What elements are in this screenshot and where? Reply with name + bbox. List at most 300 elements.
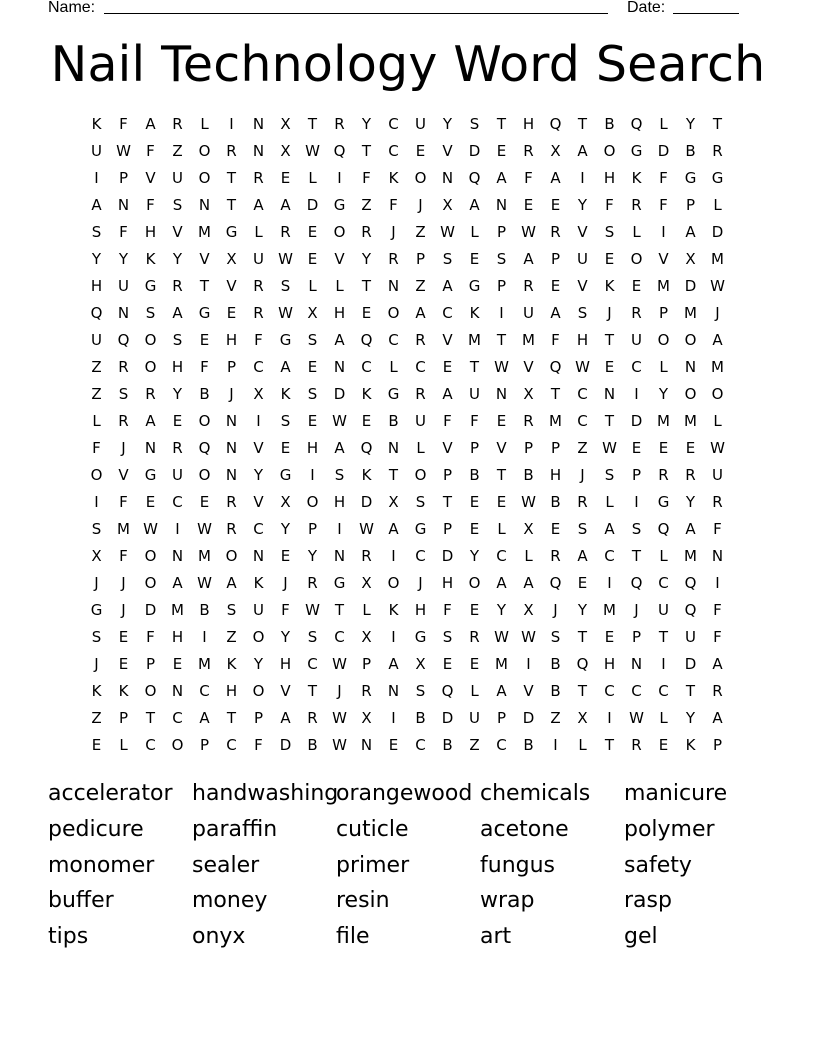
grid-letter: R — [685, 466, 696, 484]
grid-letter: V — [199, 250, 210, 268]
grid-letter: H — [306, 439, 319, 457]
grid-letter: Y — [577, 601, 588, 619]
grid-letter: O — [414, 169, 427, 187]
grid-letter: S — [280, 277, 291, 295]
grid-letter: M — [468, 331, 481, 349]
grid-letter: Z — [91, 358, 102, 376]
grid-letter: Q — [684, 574, 697, 592]
grid-letter: G — [684, 169, 697, 187]
grid-letter: Y — [307, 547, 318, 565]
grid-letter: F — [146, 628, 155, 646]
grid-letter: S — [442, 628, 453, 646]
grid-letter: O — [198, 412, 211, 430]
grid-letter: H — [171, 358, 184, 376]
word-bank-item: resin — [336, 888, 390, 914]
grid-letter: R — [388, 250, 399, 268]
grid-letter: J — [418, 574, 423, 592]
grid-letter: B — [388, 412, 399, 430]
grid-letter: M — [711, 358, 724, 376]
grid-letter: A — [685, 520, 696, 538]
grid-letter: L — [659, 709, 668, 727]
grid-letter: N — [684, 358, 697, 376]
word-bank-item: sealer — [192, 852, 260, 878]
grid-letter: A — [685, 223, 696, 241]
grid-letter: O — [144, 574, 157, 592]
grid-letter: V — [442, 331, 453, 349]
grid-letter: Y — [496, 601, 507, 619]
grid-letter: C — [604, 682, 615, 700]
grid-letter: N — [144, 439, 157, 457]
grid-letter: N — [387, 277, 400, 295]
grid-letter: R — [226, 142, 237, 160]
grid-letter: Y — [280, 628, 291, 646]
grid-letter: E — [496, 142, 507, 160]
grid-letter: E — [172, 655, 183, 673]
grid-letter: K — [361, 466, 372, 484]
grid-letter: M — [711, 250, 724, 268]
grid-letter: E — [199, 493, 210, 511]
grid-letter: Q — [549, 574, 562, 592]
word-bank-item: rasp — [624, 888, 672, 914]
grid-letter: J — [121, 601, 126, 619]
grid-letter: H — [549, 466, 562, 484]
grid-letter: J — [634, 601, 639, 619]
grid-letter: P — [442, 520, 453, 538]
grid-letter: S — [604, 223, 615, 241]
grid-letter: K — [145, 250, 156, 268]
grid-letter: L — [713, 412, 722, 430]
grid-letter: I — [580, 169, 585, 187]
grid-letter: K — [226, 655, 237, 673]
word-bank-item: gel — [624, 924, 658, 950]
grid-letter: C — [388, 331, 399, 349]
grid-letter: K — [91, 682, 102, 700]
grid-letter: R — [523, 412, 534, 430]
grid-letter: C — [442, 304, 453, 322]
grid-letter: T — [307, 682, 318, 700]
grid-letter: N — [630, 655, 643, 673]
grid-letter: U — [415, 412, 426, 430]
grid-letter: O — [468, 574, 481, 592]
grid-letter: S — [550, 628, 561, 646]
grid-letter: T — [604, 412, 615, 430]
grid-letter: A — [712, 709, 723, 727]
grid-letter: D — [711, 223, 724, 241]
grid-letter: S — [442, 250, 453, 268]
grid-letter: Y — [469, 547, 480, 565]
grid-letter: B — [550, 682, 561, 700]
grid-letter: Y — [577, 196, 588, 214]
grid-letter: E — [604, 358, 615, 376]
grid-letter: K — [469, 304, 480, 322]
grid-letter: C — [253, 358, 264, 376]
grid-letter: W — [305, 142, 320, 160]
grid-letter: S — [280, 412, 291, 430]
grid-letter: Q — [630, 574, 643, 592]
grid-letter: L — [92, 412, 101, 430]
grid-letter: L — [470, 682, 479, 700]
grid-letter: L — [659, 115, 668, 133]
grid-letter: Y — [685, 709, 696, 727]
grid-letter: Q — [198, 439, 211, 457]
grid-letter: T — [604, 736, 615, 754]
grid-letter: A — [415, 304, 426, 322]
grid-letter: H — [414, 601, 427, 619]
grid-letter: G — [468, 277, 481, 295]
grid-letter: Y — [685, 115, 696, 133]
grid-letter: V — [658, 250, 669, 268]
grid-letter: L — [254, 223, 263, 241]
grid-letter: O — [657, 331, 670, 349]
grid-letter: U — [91, 142, 102, 160]
grid-letter: C — [631, 682, 642, 700]
grid-letter: I — [391, 547, 396, 565]
grid-letter: W — [521, 493, 536, 511]
grid-letter: L — [497, 520, 506, 538]
grid-letter: M — [198, 223, 211, 241]
grid-letter: T — [388, 466, 399, 484]
grid-letter: A — [496, 574, 507, 592]
grid-letter: P — [496, 223, 507, 241]
grid-letter: V — [442, 439, 453, 457]
grid-letter: J — [553, 601, 558, 619]
grid-letter: Y — [91, 250, 102, 268]
grid-letter: F — [713, 628, 722, 646]
grid-letter: W — [494, 358, 509, 376]
grid-letter: I — [553, 736, 558, 754]
grid-letter: O — [684, 331, 697, 349]
grid-letter: S — [604, 466, 615, 484]
grid-letter: A — [91, 196, 102, 214]
grid-letter: G — [414, 520, 427, 538]
grid-letter: R — [631, 736, 642, 754]
grid-letter: S — [91, 628, 102, 646]
grid-letter: R — [361, 682, 372, 700]
grid-letter: R — [172, 277, 183, 295]
grid-letter: V — [442, 142, 453, 160]
grid-letter: E — [307, 250, 318, 268]
grid-letter: I — [256, 412, 261, 430]
grid-letter: R — [307, 574, 318, 592]
grid-letter: W — [305, 601, 320, 619]
grid-letter: U — [91, 331, 102, 349]
grid-letter: A — [496, 682, 507, 700]
grid-letter: C — [415, 358, 426, 376]
grid-letter: V — [496, 439, 507, 457]
word-bank-item: fungus — [480, 852, 556, 878]
grid-letter: I — [310, 466, 315, 484]
grid-letter: U — [469, 385, 480, 403]
grid-letter: C — [604, 547, 615, 565]
grid-letter: B — [523, 466, 534, 484]
grid-letter: W — [116, 142, 131, 160]
grid-letter: T — [577, 628, 588, 646]
grid-letter: I — [607, 709, 612, 727]
grid-letter: C — [361, 358, 372, 376]
grid-letter: D — [684, 277, 697, 295]
grid-letter: F — [605, 196, 614, 214]
grid-letter: O — [144, 547, 157, 565]
grid-letter: O — [90, 466, 103, 484]
grid-letter: S — [307, 385, 318, 403]
grid-letter: M — [603, 601, 616, 619]
grid-letter: O — [387, 304, 400, 322]
grid-letter: N — [387, 439, 400, 457]
grid-letter: X — [523, 601, 534, 619]
grid-letter: H — [333, 493, 346, 511]
word-bank-item: buffer — [48, 888, 114, 914]
grid-letter: M — [684, 547, 697, 565]
grid-letter: X — [415, 655, 426, 673]
grid-letter: P — [307, 520, 318, 538]
grid-letter: Y — [280, 520, 291, 538]
grid-letter: J — [229, 385, 234, 403]
grid-letter: T — [361, 277, 372, 295]
grid-letter: C — [226, 736, 237, 754]
grid-letter: V — [145, 169, 156, 187]
grid-letter: L — [659, 547, 668, 565]
grid-letter: V — [577, 277, 588, 295]
grid-letter: B — [415, 709, 426, 727]
grid-letter: S — [145, 304, 156, 322]
grid-letter: A — [577, 142, 588, 160]
grid-letter: G — [90, 601, 103, 619]
grid-letter: B — [442, 736, 453, 754]
grid-letter: L — [632, 223, 641, 241]
grid-letter: I — [391, 628, 396, 646]
grid-letter: E — [118, 655, 129, 673]
grid-letter: O — [252, 682, 265, 700]
grid-letter: X — [577, 709, 588, 727]
grid-letter: O — [711, 385, 724, 403]
grid-letter: P — [226, 358, 237, 376]
grid-letter: C — [334, 628, 345, 646]
grid-letter: W — [278, 304, 293, 322]
grid-letter: L — [659, 358, 668, 376]
grid-letter: E — [442, 655, 453, 673]
grid-letter: E — [172, 412, 183, 430]
grid-letter: I — [634, 385, 639, 403]
grid-letter: Z — [91, 385, 102, 403]
grid-letter: A — [712, 331, 723, 349]
grid-letter: N — [333, 547, 346, 565]
grid-letter: O — [684, 385, 697, 403]
grid-letter: A — [712, 655, 723, 673]
grid-letter: F — [713, 601, 722, 619]
grid-letter: H — [144, 223, 157, 241]
grid-letter: U — [577, 250, 588, 268]
grid-letter: A — [577, 547, 588, 565]
grid-letter: E — [388, 736, 399, 754]
grid-letter: C — [388, 115, 399, 133]
grid-letter: W — [602, 439, 617, 457]
grid-letter: J — [94, 655, 99, 673]
grid-letter: D — [684, 655, 697, 673]
grid-letter: R — [631, 196, 642, 214]
grid-letter: Q — [360, 331, 373, 349]
grid-letter: Y — [253, 466, 264, 484]
grid-letter: E — [658, 439, 669, 457]
grid-letter: L — [713, 196, 722, 214]
grid-letter: W — [521, 628, 536, 646]
grid-letter: E — [199, 331, 210, 349]
grid-letter: F — [119, 223, 128, 241]
grid-letter: K — [604, 277, 615, 295]
grid-letter: A — [550, 304, 561, 322]
grid-letter: H — [441, 574, 454, 592]
grid-letter: X — [388, 493, 399, 511]
grid-letter: M — [684, 304, 697, 322]
name-label: Name: — [48, 0, 96, 16]
grid-letter: U — [685, 628, 696, 646]
grid-letter: H — [603, 169, 616, 187]
grid-letter: C — [496, 547, 507, 565]
grid-letter: N — [360, 736, 373, 754]
grid-letter: M — [657, 412, 670, 430]
grid-letter: F — [92, 439, 101, 457]
grid-letter: M — [549, 412, 562, 430]
grid-letter: A — [604, 520, 615, 538]
name-blank-line — [104, 13, 608, 14]
grid-letter: F — [200, 358, 209, 376]
grid-letter: A — [523, 250, 534, 268]
grid-letter: C — [496, 736, 507, 754]
grid-letter: U — [172, 169, 183, 187]
grid-letter: U — [469, 709, 480, 727]
grid-letter: E — [469, 601, 480, 619]
grid-letter: D — [657, 142, 670, 160]
grid-letter: P — [469, 439, 480, 457]
grid-letter: D — [630, 412, 643, 430]
grid-letter: E — [280, 439, 291, 457]
grid-letter: C — [415, 547, 426, 565]
grid-letter: X — [361, 628, 372, 646]
grid-letter: O — [144, 331, 157, 349]
word-bank-item: polymer — [624, 816, 715, 842]
grid-letter: W — [332, 655, 347, 673]
grid-letter: Z — [469, 736, 480, 754]
grid-letter: H — [576, 331, 589, 349]
grid-letter: K — [280, 385, 291, 403]
grid-letter: F — [119, 547, 128, 565]
grid-letter: X — [280, 142, 291, 160]
grid-letter: A — [280, 358, 291, 376]
grid-letter: W — [440, 223, 455, 241]
grid-letter: R — [631, 304, 642, 322]
grid-letter: G — [144, 466, 157, 484]
grid-letter: G — [225, 223, 238, 241]
grid-letter: Q — [360, 439, 373, 457]
grid-letter: Q — [657, 520, 670, 538]
grid-letter: T — [226, 709, 237, 727]
grid-letter: O — [333, 223, 346, 241]
grid-letter: S — [226, 601, 237, 619]
grid-letter: Q — [441, 682, 454, 700]
grid-letter: A — [172, 574, 183, 592]
word-bank-item: pedicure — [48, 816, 144, 842]
grid-letter: B — [685, 142, 696, 160]
grid-letter: P — [118, 709, 129, 727]
grid-letter: E — [469, 493, 480, 511]
grid-letter: R — [712, 493, 723, 511]
grid-letter: V — [253, 493, 264, 511]
grid-letter: Q — [117, 331, 130, 349]
grid-letter: T — [496, 331, 507, 349]
worksheet-header — [48, 0, 748, 20]
grid-letter: E — [658, 736, 669, 754]
grid-letter: U — [172, 466, 183, 484]
grid-letter: P — [550, 439, 561, 457]
grid-letter: P — [523, 439, 534, 457]
grid-letter: U — [523, 304, 534, 322]
grid-letter: O — [198, 169, 211, 187]
grid-letter: W — [197, 574, 212, 592]
grid-letter: I — [661, 655, 666, 673]
grid-letter: Q — [549, 358, 562, 376]
grid-letter: Z — [172, 142, 183, 160]
page-title: Nail Technology Word Search — [50, 36, 766, 93]
grid-letter: I — [175, 520, 180, 538]
grid-letter: P — [253, 709, 264, 727]
grid-letter: B — [199, 385, 210, 403]
grid-letter: N — [198, 196, 211, 214]
grid-letter: I — [94, 169, 99, 187]
grid-letter: T — [604, 331, 615, 349]
grid-letter: S — [415, 682, 426, 700]
grid-letter: M — [198, 655, 211, 673]
grid-letter: P — [631, 466, 642, 484]
grid-letter: H — [333, 304, 346, 322]
grid-letter: T — [307, 115, 318, 133]
grid-letter: H — [225, 682, 238, 700]
grid-letter: I — [499, 304, 504, 322]
word-bank-item: onyx — [192, 924, 246, 950]
grid-letter: O — [198, 142, 211, 160]
grid-letter: E — [307, 412, 318, 430]
grid-letter: A — [442, 277, 453, 295]
grid-letter: Q — [684, 601, 697, 619]
grid-letter: R — [226, 493, 237, 511]
grid-letter: O — [225, 547, 238, 565]
grid-letter: E — [604, 250, 615, 268]
grid-letter: F — [659, 196, 668, 214]
grid-letter: H — [171, 628, 184, 646]
grid-letter: R — [550, 547, 561, 565]
grid-letter: O — [198, 466, 211, 484]
grid-letter: A — [388, 520, 399, 538]
grid-letter: O — [414, 466, 427, 484]
grid-letter: N — [441, 169, 454, 187]
grid-letter: I — [337, 520, 342, 538]
grid-letter: R — [172, 115, 183, 133]
grid-letter: R — [307, 709, 318, 727]
grid-letter: E — [442, 358, 453, 376]
grid-letter: E — [118, 628, 129, 646]
grid-letter: R — [712, 142, 723, 160]
grid-letter: G — [198, 304, 211, 322]
grid-letter: E — [631, 439, 642, 457]
grid-letter: N — [711, 547, 724, 565]
grid-letter: E — [685, 439, 696, 457]
grid-letter: D — [468, 142, 481, 160]
date-label: Date: — [627, 0, 666, 16]
grid-letter: U — [253, 250, 264, 268]
grid-letter: D — [306, 196, 319, 214]
grid-letter: K — [91, 115, 102, 133]
grid-letter: G — [333, 574, 346, 592]
grid-letter: N — [252, 142, 265, 160]
grid-letter: V — [226, 277, 237, 295]
